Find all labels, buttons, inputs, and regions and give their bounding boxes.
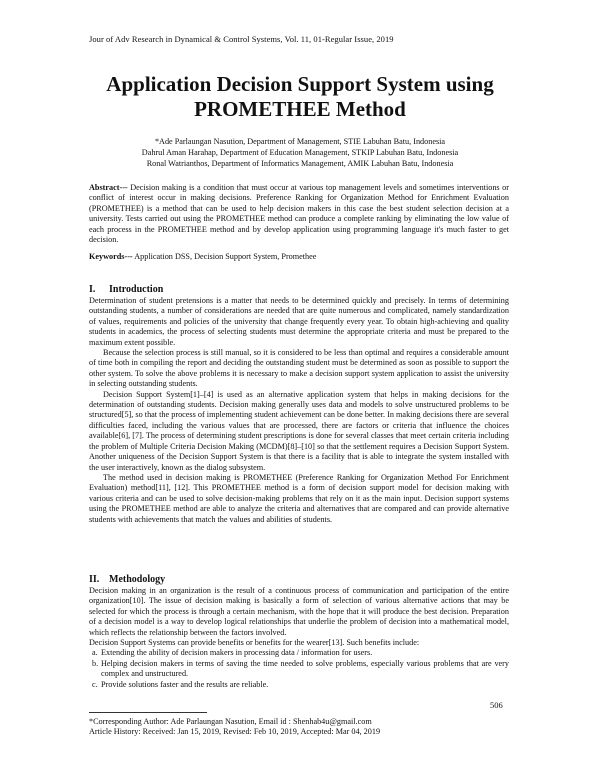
title-line-2: PROMETHEE Method	[194, 97, 406, 121]
section-title: Methodology	[109, 574, 166, 585]
journal-header: Jour of Adv Research in Dynamical & Control Systems, Vol. 11, 01-Regular Issue, 2019	[89, 34, 394, 44]
author-1: *Ade Parlaungan Nasution, Department of Management, STIE Labuhan Batu, Indonesia	[154, 137, 446, 146]
page-number: 506	[490, 700, 503, 710]
section-number: I.	[89, 284, 96, 295]
list-marker: a.	[92, 648, 98, 658]
paragraph: Decision Support Systems can provide benefits or benefits for the wearer[13]. Such benefits include:	[89, 638, 420, 648]
paragraph: Decision Support System[1]–[4] is used as an alternative application system that helps in making decisions for the determination of outstanding students. Decision making generally uses data and models to solve unstructured problems to be structured[5], so that the process of implementing student achievement can be done better. In making decisions there are several difficulties faced, including the various values that are processed, there are factors or criteria that influence the choices available[6], [7]. The process of determining student prescriptions is done for several classes that meet certain criteria including the problem of Multiple Criteria Decision Making (MCDM)[8]–[10] so that the settlement requires a Decision Support System. Another uniqueness of the Decision Support System is that there is a facility that is able to integrate the system installed with the user interactively, known as the dialog subsystem.	[89, 389, 509, 472]
paragraph: Determination of student pretensions is a matter that needs to be determined quickly and precisely. In terms of determining outstanding students, a number of considerations are needed that are quite numerous and complicated, namely standardization of values, requirements and policies of the university that change frequently every year. To obtain high-achieving and quality students in academics, the process of selecting students must determine the appropriate criteria and must be prepared to the maximum extent possible.	[89, 296, 509, 347]
introduction-body	[89, 296, 509, 525]
keywords	[89, 252, 509, 262]
methodology-body	[89, 586, 509, 690]
footnote	[89, 717, 509, 738]
list-text: Helping decision makers in terms of saving the time needed to solve problems, especially various problems that are very complex and unstructured.	[101, 658, 509, 679]
list-marker: c.	[92, 679, 98, 689]
section-number: II.	[89, 574, 100, 585]
author-3: Ronal Watrianthos, Department of Informatics Management, AMIK Labuhan Batu, Indonesia	[146, 159, 454, 168]
abstract	[89, 183, 509, 245]
section-title: Introduction	[109, 284, 164, 295]
list-text: Extending the ability of decision makers in processing data / information for users.	[101, 648, 373, 658]
list-item	[89, 648, 509, 658]
section-heading-methodology	[89, 574, 165, 585]
corresponding-author: *Corresponding Author: Ade Parlaungan Nasution, Email id : Shenhab4u@gmail.com	[89, 717, 372, 726]
keywords-label: Keywords---	[89, 252, 133, 261]
author-list	[0, 136, 600, 169]
list-item	[89, 659, 509, 680]
paragraph: Decision making in an organization is the result of a continuous process of communication and participation of the entire organization[10]. The issue of decision making is basically a form of selection of various alternative actions that may be selected for which the process is through a certain mechanism, with the hope that it will produce the best decision. Preparation of a decision model is a way to develop logical relationships that underlie the problem of decision into a mathematical model, which reflects the relationship between the factors involved.	[89, 586, 509, 637]
paper-title	[0, 72, 600, 122]
list-item	[89, 680, 509, 690]
article-history: Article History: Received: Jan 15, 2019, Revised: Feb 10, 2019, Accepted: Mar 04, 2019	[89, 727, 381, 737]
abstract-label: Abstract---	[89, 183, 128, 192]
keywords-text: Application DSS, Decision Support System, Promethee	[132, 252, 317, 261]
abstract-text: Decision making is a condition that must occur at various top management levels and sometimes interventions or conflict of interest occur in making decisions. Preference Ranking for Organization Method for Enrichment Evaluation (PROMETHEE) is a method that can be used to help decision makers in this case the best student selection decision at a university. Tests carried out using the PROMETHEE method can produce a complete ranking by eliminating the low value of each process in the PROMETHEE method and by develop application using programming language it's much faster to get decision.	[89, 183, 509, 245]
paragraph: The method used in decision making is PROMETHEE (Preference Ranking for Organization Method For Enrichment Evaluation) method[11], [12]. This PROMETHEE method is a form of decision support model for decision making with various criteria and can be used to solve decision-making problems that rely on it as the main input. Decision support systems using the PROMETHEE method are able to analyze the criteria and alternatives that are compared and can provide alternative students with achievements that match the values and abilities of students.	[89, 472, 509, 524]
footnote-divider	[89, 712, 207, 713]
list-marker: b.	[92, 658, 99, 668]
section-heading-introduction	[89, 284, 163, 295]
paragraph: Because the selection process is still manual, so it is considered to be less than optimal and requires a considerable amount of time both in compiling the report and deciding the outstanding student must be determined as soon as possible to support the other system. To solve the above problems it is necessary to make a decision support system application to assist the university in selecting outstanding students.	[89, 348, 509, 389]
list-text: Provide solutions faster and the results are reliable.	[101, 679, 269, 689]
author-2: Dahrul Aman Harahap, Department of Education Management, STKIP Labuhan Batu, Indonesia	[141, 148, 459, 157]
benefit-list	[89, 648, 509, 690]
title-line-1: Application Decision Support System using	[106, 72, 494, 96]
